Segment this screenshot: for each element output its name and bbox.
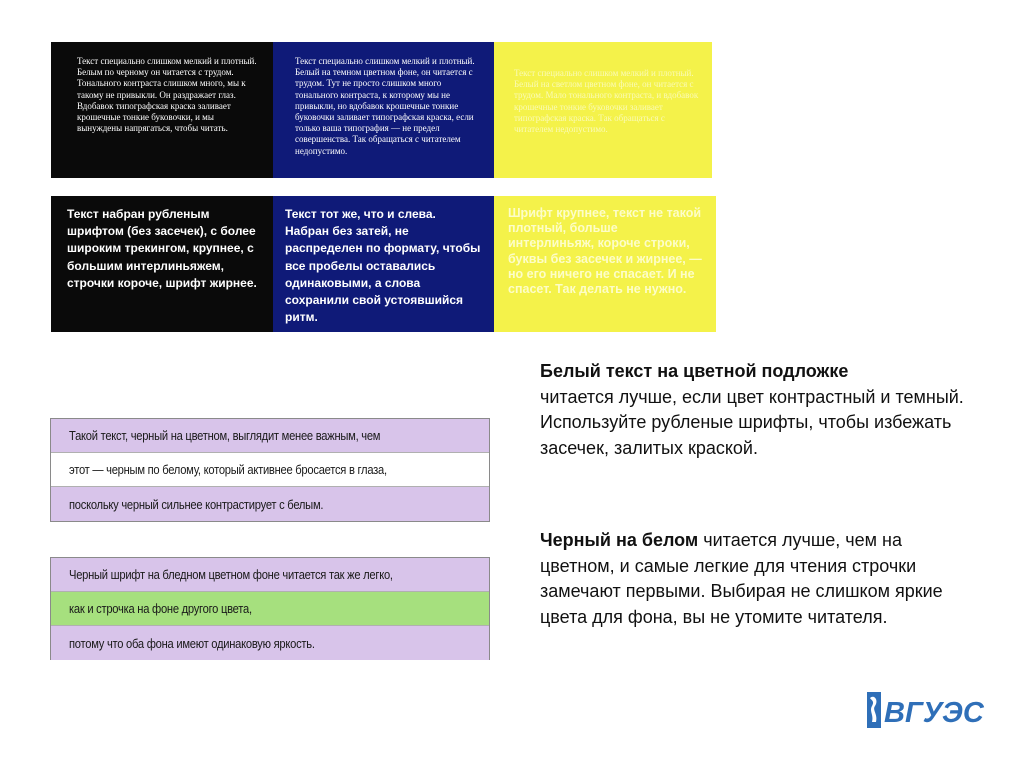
strip2-row-2 (51, 592, 489, 626)
logo-emblem-icon (864, 688, 988, 732)
strip2-row-3 (51, 626, 489, 660)
bottom-yellow-text: Шрифт крупнее, текст не такой плотный, больше интерлиньяж, короче строки, буквы без засечек и жирнее, — но его ничего не спасает. И не спасет. Так делать не нужно. (508, 206, 702, 297)
top-black-panel (51, 42, 273, 178)
strip1-row-3-text: поскольку черный сильнее контрастирует с белым. (69, 496, 324, 512)
top-yellow-panel (494, 42, 712, 178)
explanation-1-heading: Белый текст на цветной подложке (540, 361, 849, 381)
vguesu-logo (864, 688, 988, 732)
bottom-black-text: Текст набран рубленым шрифтом (без засечек), с более широким трекингом, крупнее, с большим интерлиньяжем, строчки короче, шрифт жирнее. (67, 207, 257, 290)
strip1-row-2-text: этот — черным по белому, который активнее бросается в глаза, (69, 462, 387, 477)
contrast-strip-1 (50, 418, 490, 522)
bottom-yellow-panel (494, 196, 716, 332)
bottom-black-panel (51, 196, 273, 332)
explanation-2-heading: Черный на белом (540, 530, 699, 550)
strip2-row-1 (51, 558, 489, 592)
strip2-row-2-text: как и строчка на фоне другого цвета, (69, 601, 252, 616)
top-blue-panel (273, 42, 494, 178)
strip1-row-3 (51, 487, 489, 521)
top-blue-text: Текст специально слишком мелкий и плотный. Белый на темном цветном фоне, он читается с трудом. Тут не просто слишком много тонального контраста, к которому мы не привыкли, но вдобавок крошечные тонкие буковочки заливает типографская краска, если только ваша типография — не предел совершенства. Так обращаться с читателем недопустимо. (295, 56, 475, 156)
explanation-black-on-white (540, 528, 980, 630)
explanation-white-on-color (540, 359, 980, 461)
bottom-blue-panel (273, 196, 494, 332)
strip1-row-1 (51, 419, 489, 453)
top-yellow-text: Текст специально слишком мелкий и плотный. Белый на светлом цветном фоне, он читается с трудом. Мало тонального контраста, и вдобавок крошечные тонкие буковочки заливает типографская краска. Так обращаться с читателем недопустимо. (514, 68, 699, 135)
explanation-2-body: читается лучше, чем на цветном, и самые легкие для чтения строчки замечают первыми. Выбирая не слишком яркие цвета для фона, вы не утомите читателя. (540, 530, 943, 627)
bottom-blue-text: Текст тот же, что и слева. Набран без затей, не распределен по формату, чтобы все пробелы оставались одинаковыми, а слова сохранили свой устоявшийся ритм. (285, 207, 481, 325)
contrast-strip-2 (50, 557, 490, 660)
explanation-1-body: читается лучше, если цвет контрастный и темный. Используйте рубленые шрифты, чтобы избежать засечек, залитых краской. (540, 386, 964, 458)
strip1-row-2 (51, 453, 489, 487)
top-black-text: Текст специально слишком мелкий и плотный. Белым по черному он читается с трудом. Тонального контраста слишком много, мы к такому не привыкли. Он раздражает глаз. Вдобавок типографская краска заливает крошечные тонкие буковочки, и мы вынуждены напрягаться, чтобы читать. (77, 56, 257, 134)
logo-text: ВГУЭС (884, 697, 984, 729)
strip2-row-1-text: Черный шрифт на бледном цветном фоне читается так же легко, (69, 567, 393, 582)
strip1-row-1-text: Такой текст, черный на цветном, выглядит менее важным, чем (69, 428, 381, 443)
strip2-row-3-text: потому что оба фона имеют одинаковую яркость. (69, 635, 315, 651)
